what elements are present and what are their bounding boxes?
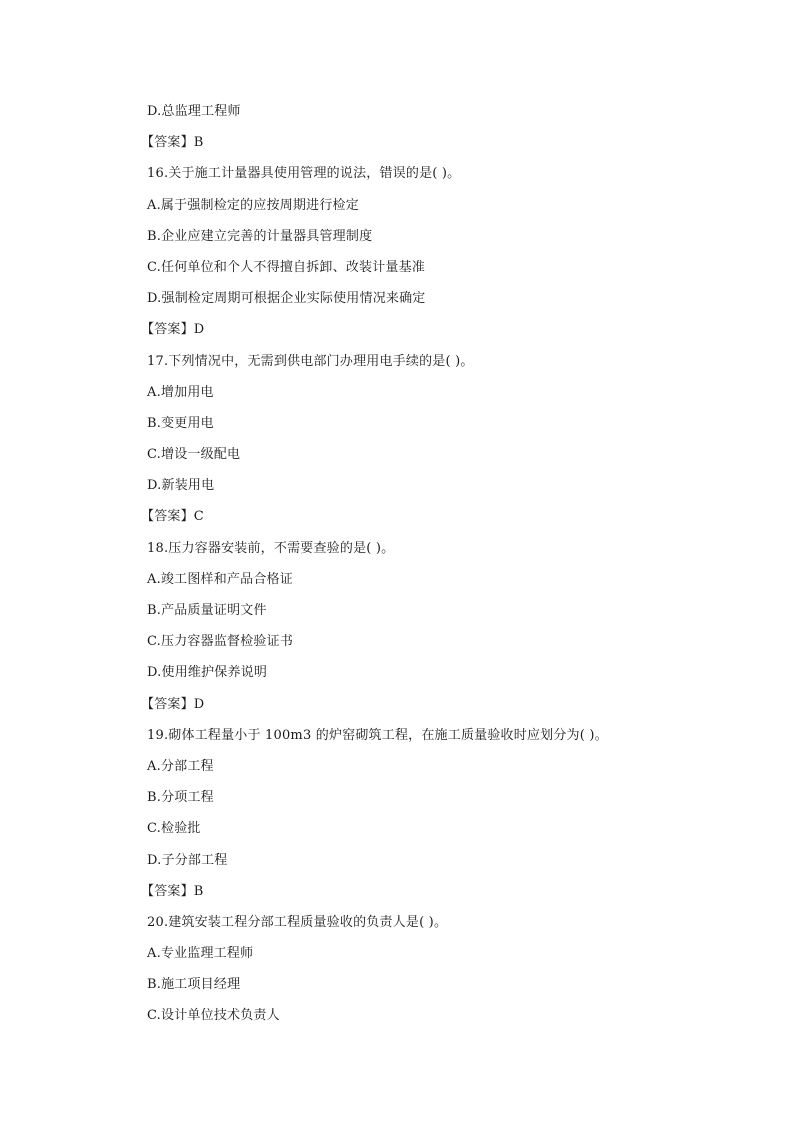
option-line: B.产品质量证明文件 xyxy=(147,603,267,618)
answer-line: 【答案】D xyxy=(141,696,205,712)
question-line: 16.关于施工计量器具使用管理的说法，错误的是( )。 xyxy=(147,166,461,182)
option-line: C.增设一级配电 xyxy=(147,447,241,463)
option-line: C.任何单位和个人不得擅自拆卸、改装计量基准 xyxy=(147,259,426,275)
answer-line: 【答案】B xyxy=(141,135,204,151)
option-line: A.分部工程 xyxy=(147,758,214,774)
option-line: D.强制检定周期可根据企业实际使用情况来确定 xyxy=(147,291,426,307)
question-line: 18.压力容器安装前，不需要查验的是( )。 xyxy=(147,540,395,556)
option-line: C.设计单位技术负责人 xyxy=(147,1008,280,1024)
option-line: D.子分部工程 xyxy=(147,852,228,868)
option-line: D.新装用电 xyxy=(147,478,215,494)
option-line: B.变更用电 xyxy=(147,415,214,431)
option-line: A.竣工图样和产品合格证 xyxy=(147,571,293,587)
option-line: A.专业监理工程师 xyxy=(147,946,254,962)
option-line: A.增加用电 xyxy=(147,384,214,400)
question-line: 20.建筑安装工程分部工程质量验收的负责人是( )。 xyxy=(147,914,448,930)
option-line: C.检验批 xyxy=(147,821,201,837)
question-line: 17.下列情况中，无需到供电部门办理用电手续的是( )。 xyxy=(147,353,474,369)
answer-line: 【答案】B xyxy=(141,883,204,899)
option-line: B.企业应建立完善的计量器具管理制度 xyxy=(147,228,373,244)
answer-line: 【答案】C xyxy=(141,509,204,525)
option-line: B.分项工程 xyxy=(147,790,214,806)
answer-line: 【答案】D xyxy=(141,322,205,338)
document-page xyxy=(141,101,707,1037)
option-line: D.使用维护保养说明 xyxy=(147,665,268,681)
question-line: 19.砌体工程量小于 100m3 的炉窑砌筑工程，在施工质量验收时应划分为( )。 xyxy=(147,727,608,743)
option-line: A.属于强制检定的应按周期进行检定 xyxy=(147,197,359,213)
option-line: D.总监理工程师 xyxy=(147,104,241,119)
option-line: B.施工项目经理 xyxy=(147,977,241,993)
option-line: C.压力容器监督检验证书 xyxy=(147,634,294,650)
